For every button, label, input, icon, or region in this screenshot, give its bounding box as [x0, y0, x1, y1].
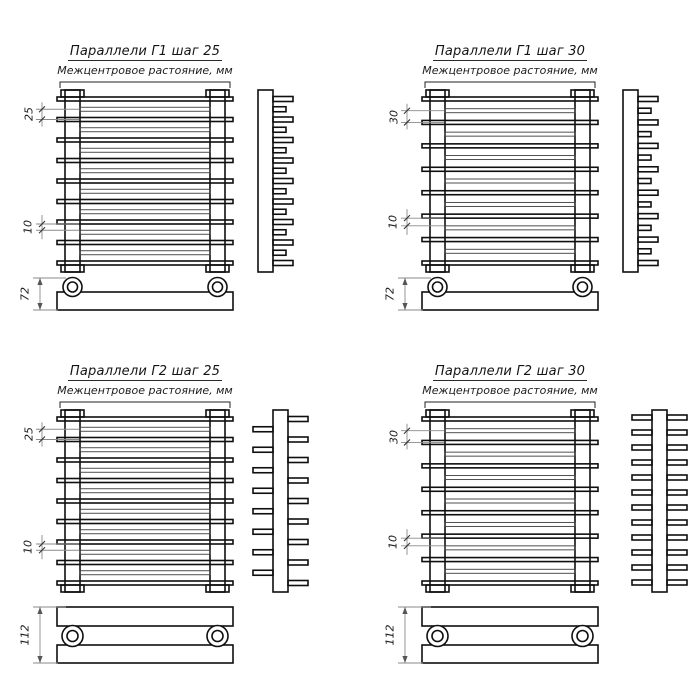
depth-dimension-label: 72	[18, 287, 32, 301]
front-view	[422, 90, 598, 272]
quadrant-g2-step30	[365, 320, 700, 670]
label-underline	[425, 402, 595, 408]
label-underline	[425, 82, 595, 88]
gap-dimension-label: 10	[386, 535, 400, 549]
center-distance-label: Межцентровое растояние, мм	[57, 64, 233, 77]
technical-drawing	[365, 0, 700, 350]
center-distance-label: Межцентровое растояние, мм	[422, 384, 598, 397]
bottom-plan-view	[422, 278, 598, 311]
front-view	[422, 410, 598, 592]
side-view	[623, 90, 658, 272]
label-underline	[60, 82, 230, 88]
pitch-dimension-label: 25	[22, 107, 36, 122]
side-view	[632, 410, 687, 592]
bottom-plan-view	[57, 607, 233, 663]
depth-dimension-label: 72	[383, 287, 397, 301]
side-view	[258, 90, 293, 272]
bottom-plan-view	[57, 278, 233, 311]
bottom-plan-view	[422, 607, 598, 663]
depth-dimension-label: 112	[383, 624, 397, 646]
gap-dimension-label: 10	[21, 220, 35, 235]
gap-dimension-label: 10	[386, 215, 400, 229]
side-view	[253, 410, 308, 592]
quadrant-g2-step25	[0, 320, 345, 670]
center-distance-label: Межцентровое растояние, мм	[422, 64, 598, 77]
depth-dimension-label: 112	[18, 624, 32, 646]
center-distance-label: Межцентровое растояние, мм	[57, 384, 233, 397]
technical-drawing	[0, 320, 345, 670]
variant-title: Параллели Г2 шаг 30	[434, 364, 586, 379]
quadrant-g1-step25	[0, 0, 345, 350]
variant-title: Параллели Г2 шаг 25	[69, 364, 221, 379]
front-view	[57, 410, 233, 592]
pitch-dimension-label: 25	[22, 427, 36, 442]
technical-drawing	[0, 0, 345, 350]
gap-dimension-label: 10	[21, 540, 35, 555]
pitch-dimension-label: 30	[387, 429, 401, 444]
variant-title: Параллели Г1 шаг 25	[69, 44, 221, 59]
variant-title: Параллели Г1 шаг 30	[434, 44, 586, 59]
label-underline	[60, 402, 230, 408]
technical-drawing	[365, 320, 700, 670]
front-view	[57, 90, 233, 272]
quadrant-g1-step30	[365, 0, 700, 350]
pitch-dimension-label: 30	[387, 109, 401, 124]
